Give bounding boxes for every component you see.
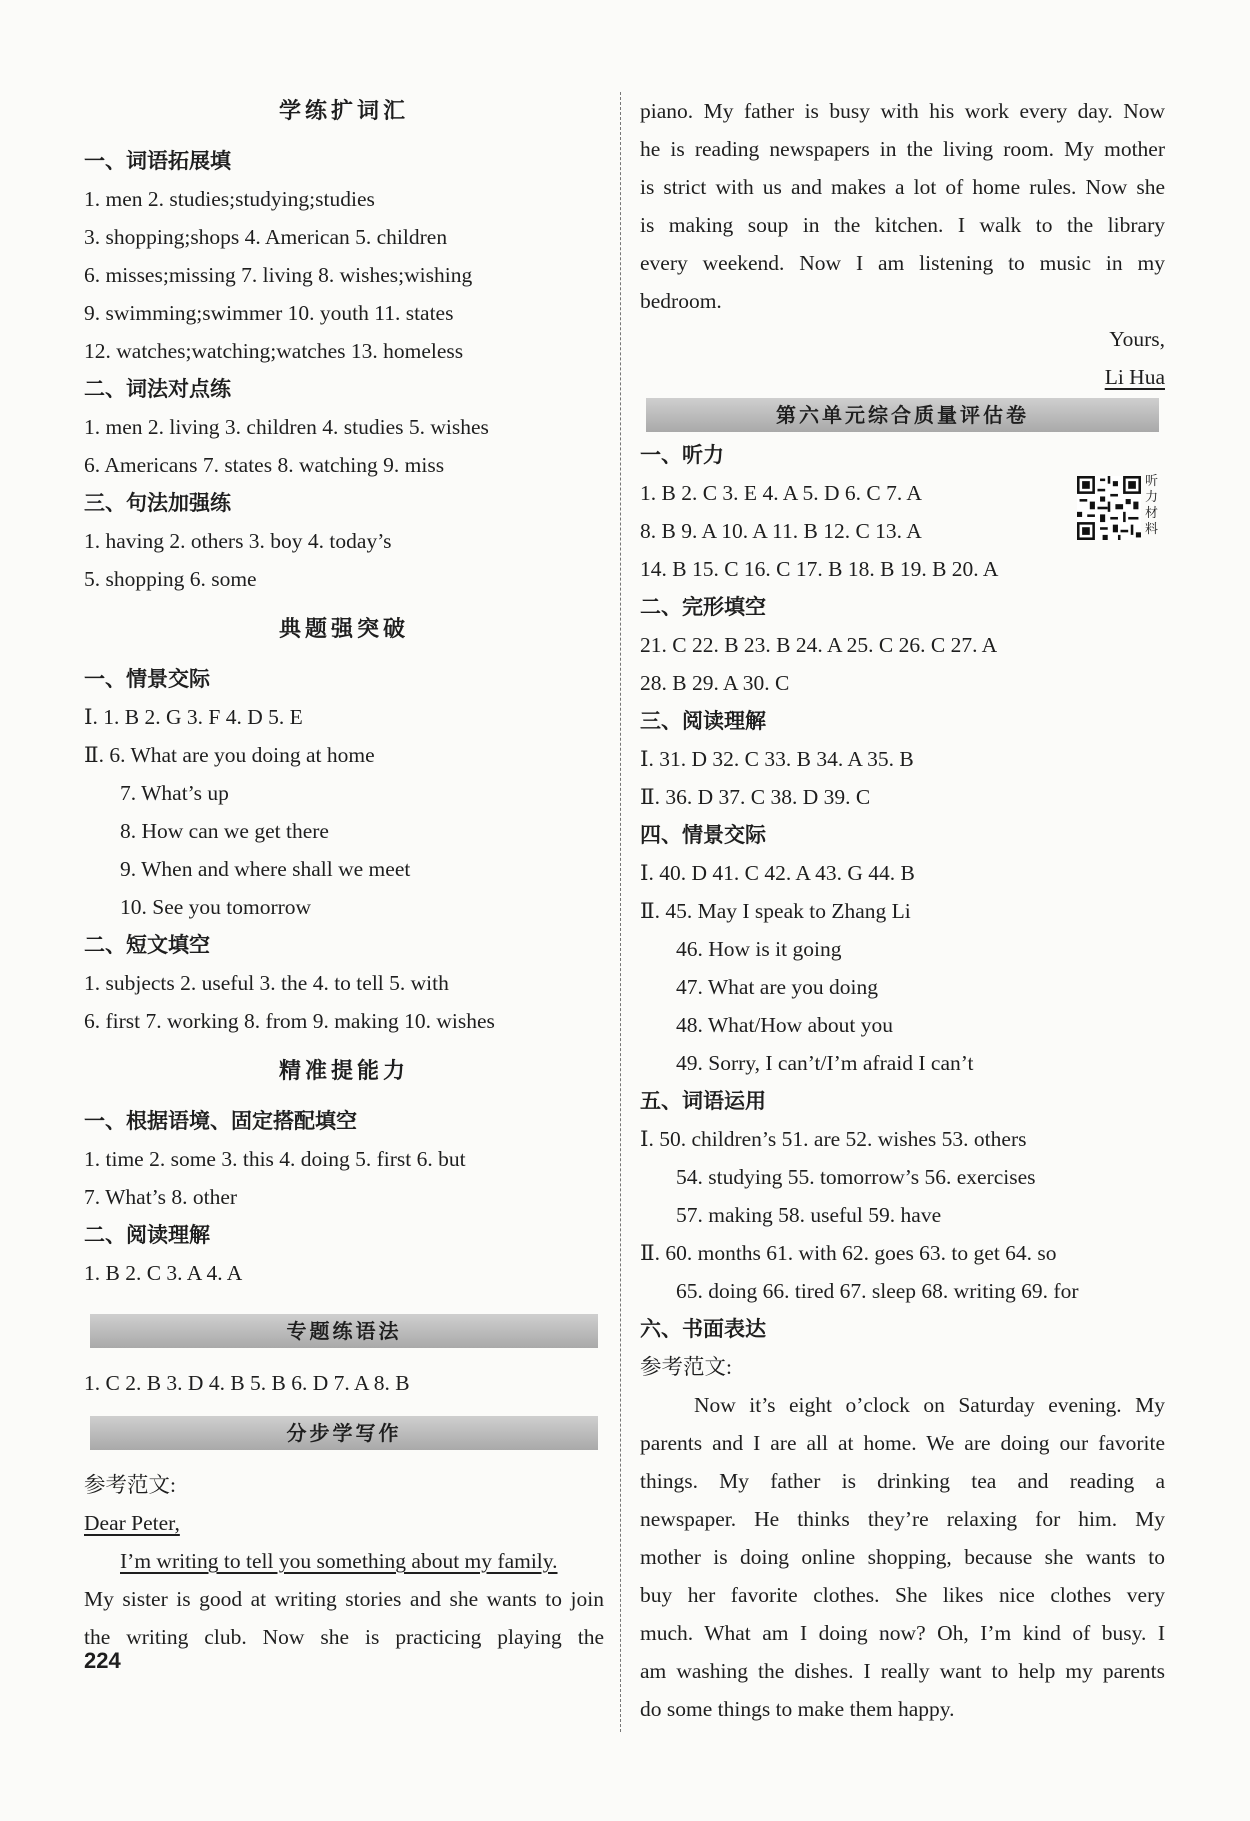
answer-line: he is reading newspapers in the living room. My mother — [640, 137, 1165, 161]
answer-line: 6. misses;missing 7. living 8. wishes;wishing — [84, 263, 473, 287]
section-heading: 二、完形填空 — [640, 595, 766, 619]
answer-line: the writing club. Now she is practicing playing the — [84, 1625, 604, 1649]
qr-code-block[interactable] — [1077, 474, 1165, 546]
answer-line: buy her favorite clothes. She likes nice clothes very — [640, 1583, 1165, 1607]
answer-line: 47. What are you doing — [676, 975, 879, 999]
answer-group — [84, 698, 604, 774]
section-heading: 二、短文填空 — [84, 933, 210, 957]
answer-group — [640, 1234, 1165, 1272]
answer-line: much. What am I doing now? Oh, I’m kind of busy. I — [640, 1621, 1165, 1645]
answer-line: 7. What’s 8. other — [84, 1185, 238, 1209]
right-column — [640, 92, 1165, 1728]
answer-line: 49. Sorry, I can’t/I’m afraid I can’t — [676, 1051, 974, 1075]
answer-group-indented — [84, 774, 604, 926]
answer-line: Ⅱ. 45. May I speak to Zhang Li — [640, 899, 911, 923]
answer-line: 9. swimming;swimmer 10. youth 11. states — [84, 301, 454, 325]
answer-line: Ⅱ. 6. What are you doing at home — [84, 743, 375, 767]
section-title: 精准提能力 — [278, 1058, 409, 1084]
answer-line: 1. men 2. living 3. children 4. studies 5. wishes — [84, 415, 489, 439]
section-title: 典题强突破 — [278, 616, 409, 642]
answer-line: Ⅱ. 60. months 61. with 62. goes 63. to get 64. so — [640, 1241, 1057, 1265]
answer-line: 1. men 2. studies;studying;studies — [84, 187, 375, 211]
answer-line: 48. What/How about you — [676, 1013, 893, 1037]
letter-signature — [640, 358, 1165, 396]
reference-label: 参考范文: — [640, 1355, 732, 1379]
answer-group — [84, 180, 604, 370]
section-banner: 分步学写作 — [90, 1416, 598, 1450]
answer-line: 6. Americans 7. states 8. watching 9. miss — [84, 453, 445, 477]
answer-group — [640, 626, 1165, 702]
page-number: 224 — [84, 1648, 121, 1673]
answer-group — [640, 1120, 1165, 1158]
answer-line: Ⅰ. 31. D 32. C 33. B 34. A 35. B — [640, 747, 914, 771]
letter-salutation — [84, 1504, 604, 1542]
answer-line: bedroom. — [640, 289, 722, 313]
answer-line: 28. B 29. A 30. C — [640, 671, 790, 695]
section-heading: 六、书面表达 — [640, 1317, 766, 1341]
section-heading: 三、阅读理解 — [640, 709, 766, 733]
section-heading: 一、听力 — [640, 443, 724, 467]
answer-line: is strict with us and makes a lot of home rules. Now she — [640, 175, 1165, 199]
answer-group — [84, 1140, 604, 1216]
answer-group — [84, 964, 604, 1040]
qr-code-label: 听力材料 — [1145, 474, 1159, 537]
answer-line: 65. doing 66. tired 67. sleep 68. writing 69. for — [676, 1279, 1079, 1303]
answer-line: 9. When and where shall we meet — [120, 857, 411, 881]
essay-first-line: Now it’s eight o’clock on Saturday evening. My — [694, 1393, 1165, 1417]
answer-line: 1. time 2. some 3. this 4. doing 5. first 6. but — [84, 1147, 466, 1171]
answer-line: 5. shopping 6. some — [84, 567, 257, 591]
answer-line: 8. B 9. A 10. A 11. B 12. C 13. A — [640, 519, 922, 543]
essay-first-line — [84, 1542, 604, 1580]
letter-closing: Yours, — [1109, 327, 1165, 351]
answer-line: 1. B 2. C 3. E 4. A 5. D 6. C 7. A — [640, 481, 922, 505]
answer-line: Ⅱ. 36. D 37. C 38. D 39. C — [640, 785, 871, 809]
answer-line: 7. What’s up — [120, 781, 229, 805]
answer-line: 1. B 2. C 3. A 4. A — [84, 1261, 243, 1285]
section-heading: 一、词语拓展填 — [84, 149, 231, 173]
answer-line: parents and I are all at home. We are doing our favorite — [640, 1431, 1165, 1455]
section-banner: 专题练语法 — [90, 1314, 598, 1348]
section-heading: 一、情景交际 — [84, 667, 210, 691]
answer-line: 57. making 58. useful 59. have — [676, 1203, 942, 1227]
answer-group — [640, 740, 1165, 816]
reference-label: 参考范文: — [84, 1473, 176, 1497]
qr-code-icon[interactable] — [1077, 476, 1141, 540]
answer-line: 1. having 2. others 3. boy 4. today’s — [84, 529, 392, 553]
salutation-text: Dear Peter, — [84, 1511, 180, 1535]
answer-line: newspaper. He thinks they’re relaxing for him. My — [640, 1507, 1165, 1531]
section-heading: 三、句法加强练 — [84, 491, 231, 515]
answer-line: 6. first 7. working 8. from 9. making 10. wishes — [84, 1009, 495, 1033]
answer-group — [640, 854, 1165, 930]
answer-line: piano. My father is busy with his work every day. Now — [640, 99, 1165, 123]
section-heading: 一、根据语境、固定搭配填空 — [84, 1109, 357, 1133]
answer-line: 12. watches;watching;watches 13. homeless — [84, 339, 464, 363]
answer-line: 54. studying 55. tomorrow’s 56. exercises — [676, 1165, 1036, 1189]
signature-text: Li Hua — [1104, 365, 1165, 389]
answer-line: Ⅰ. 1. B 2. G 3. F 4. D 5. E — [84, 705, 303, 729]
column-divider — [620, 92, 621, 1732]
answer-line: 3. shopping;shops 4. American 5. children — [84, 225, 448, 249]
answer-line: is making soup in the kitchen. I walk to the library — [640, 213, 1165, 237]
essay-first-text: I’m writing to tell you something about my family. — [120, 1549, 558, 1573]
answer-line: things. My father is drinking tea and reading a — [640, 1469, 1165, 1493]
answer-group-indented — [640, 1272, 1165, 1310]
answer-line: My sister is good at writing stories and she wants to join — [84, 1587, 604, 1611]
section-title: 学练扩词汇 — [278, 98, 409, 124]
section-heading: 四、情景交际 — [640, 823, 766, 847]
answer-line: Ⅰ. 50. children’s 51. are 52. wishes 53. others — [640, 1127, 1027, 1151]
section-heading: 二、阅读理解 — [84, 1223, 210, 1247]
essay-body — [640, 1424, 1165, 1728]
answer-line: 10. See you tomorrow — [120, 895, 312, 919]
answer-line: 1. C 2. B 3. D 4. B 5. B 6. D 7. A 8. B — [84, 1371, 410, 1395]
answer-group — [84, 408, 604, 484]
answer-line: 14. B 15. C 16. C 17. B 18. B 19. B 20. A — [640, 557, 999, 581]
section-heading: 五、词语运用 — [640, 1089, 766, 1113]
answer-group-indented — [640, 1158, 1165, 1234]
answer-line: mother is doing online shopping, because she wants to — [640, 1545, 1165, 1569]
answer-line: Ⅰ. 40. D 41. C 42. A 43. G 44. B — [640, 861, 915, 885]
essay-body — [84, 1580, 604, 1656]
left-column — [84, 92, 604, 1656]
answer-group — [84, 522, 604, 598]
answer-group — [84, 1254, 604, 1292]
answer-line: 21. C 22. B 23. B 24. A 25. C 26. C 27. A — [640, 633, 998, 657]
answer-line: every weekend. Now I am listening to music in my — [640, 251, 1165, 275]
section-banner: 第六单元综合质量评估卷 — [646, 398, 1159, 432]
section-heading: 二、词法对点练 — [84, 377, 231, 401]
answer-line: am washing the dishes. I really want to help my parents — [640, 1659, 1165, 1683]
essay-continuation — [640, 92, 1165, 320]
answer-line: 1. subjects 2. useful 3. the 4. to tell 5. with — [84, 971, 449, 995]
answer-line: 8. How can we get there — [120, 819, 329, 843]
answer-line: do some things to make them happy. — [640, 1697, 955, 1721]
answer-group-indented — [640, 930, 1165, 1082]
answer-line: 46. How is it going — [676, 937, 842, 961]
